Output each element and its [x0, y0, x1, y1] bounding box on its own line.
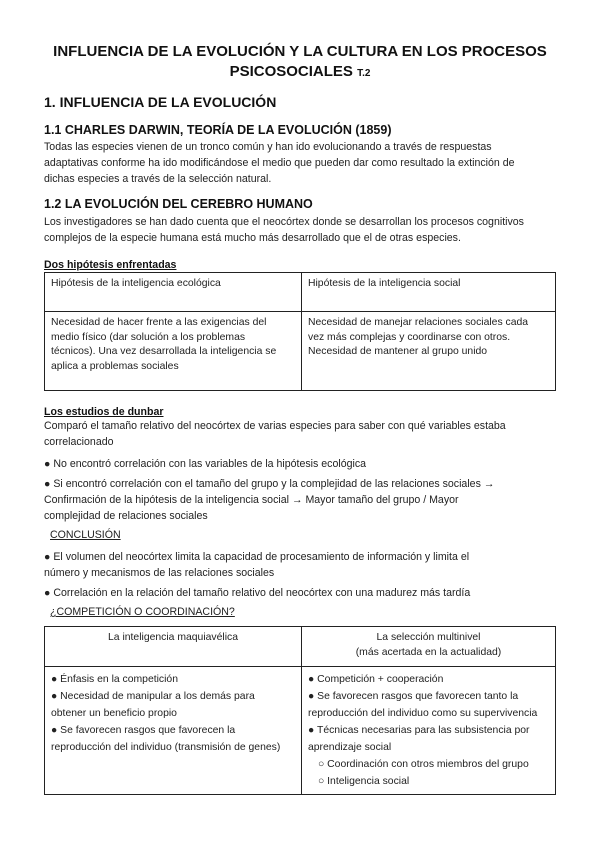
table-cell: [45, 312, 302, 391]
cell-line: técnicos). Una vez desarrollada la inteligencia se: [51, 346, 277, 357]
cell-line: Necesidad de manejar relaciones sociales cada: [308, 317, 529, 328]
hypotheses-heading: Dos hipótesis enfrentadas: [44, 259, 177, 271]
text-line: complejos de la especie humana está mucho más desarrollado que el de otras especies.: [44, 232, 461, 244]
sub-item: ○ Inteligencia social: [318, 776, 410, 787]
cell-line: ● Se favorecen rasgos que favorecen tanto la: [308, 691, 519, 702]
table-cell: [302, 273, 556, 312]
cell-line: reproducción del individuo como su supervivencia: [308, 708, 538, 719]
table-cell: [45, 627, 302, 667]
cell-line: aprendizaje social: [308, 742, 392, 753]
column-header: La inteligencia maquiavélica: [108, 632, 238, 643]
text-line: Confirmación de la hipótesis de la inteligencia social → Mayor tamaño del grupo / Mayor: [44, 494, 459, 506]
title-suffix: T.2: [357, 68, 371, 79]
table-row: [45, 273, 556, 312]
cell-line: aplica a problemas sociales: [51, 360, 179, 372]
cell-line: medio físico (dar solución a los problemas: [51, 331, 246, 343]
dunbar-heading: Los estudios de dunbar: [44, 406, 164, 418]
hypotheses-table: [44, 272, 556, 391]
text-line: dichas especies a través de la selección natural.: [44, 173, 272, 185]
document-title: [40, 42, 560, 84]
column-header: Hipótesis de la inteligencia ecológica: [51, 278, 221, 289]
text-line: ● Si encontró correlación con el tamaño del grupo y la complejidad de las relaciones sociales →: [44, 478, 495, 490]
text-line: Comparó el tamaño relativo del neocórtex de varias especies para saber con qué variables estaba: [44, 420, 506, 432]
table-cell: [45, 667, 302, 795]
conclusion-bullet-2: ● Correlación en la relación del tamaño relativo del neocórtex con una madurez más tardía: [44, 587, 471, 599]
sub-item: ○ Coordinación con otros miembros del grupo: [318, 759, 529, 770]
cell-line: reproducción del individuo (transmisión de genes): [51, 742, 281, 753]
dunbar-bullet-2: [44, 476, 564, 524]
table-row: [45, 667, 556, 795]
text-line: adaptativas conforme ha ido modificándose el medio que pueden dar como resultado la extinción de: [44, 157, 515, 169]
text-line: Los investigadores se han dado cuenta que el neocórtex donde se desarrollan los procesos cognitivos: [44, 216, 524, 228]
section-1-2-text: [44, 214, 564, 246]
dunbar-bullet-1: ● No encontró correlación con las variables de la hipótesis ecológica: [44, 458, 367, 470]
text-line: Todas las especies vienen de un tronco común y han ido evolucionando a través de respuestas: [44, 141, 492, 153]
table-row: [45, 627, 556, 667]
table-cell: [302, 312, 556, 391]
table-cell: [45, 273, 302, 312]
table-cell: [302, 627, 556, 667]
cell-line: ● Competición + cooperación: [308, 674, 444, 685]
table-row: [45, 312, 556, 391]
cell-line: ● Necesidad de manipular a los demás para: [51, 691, 255, 702]
text-line: número y mecanismos de las relaciones sociales: [44, 567, 275, 579]
section-1-1-text: [44, 139, 564, 187]
cell-line: Necesidad de mantener al grupo unido: [308, 346, 488, 357]
cell-line: ● Técnicas necesarias para las subsistencia por: [308, 725, 530, 736]
conclusion-label: CONCLUSIÓN: [50, 529, 121, 541]
conclusion-bullet-1: [44, 549, 564, 581]
competition-table: [44, 626, 556, 795]
table-cell: [302, 667, 556, 795]
cell-line: Necesidad de hacer frente a las exigencias del: [51, 317, 267, 328]
column-header-note: (más acertada en la actualidad): [355, 646, 502, 658]
text-line: correlacionado: [44, 436, 114, 448]
text-line: complejidad de relaciones sociales: [44, 510, 208, 522]
text-line: ● El volumen del neocórtex limita la capacidad de procesamiento de información y limita el: [44, 551, 470, 563]
column-header: La selección multinivel: [376, 632, 481, 643]
question-heading: ¿COMPETICIÓN O COORDINACIÓN?: [50, 606, 235, 618]
section-1-heading: 1. INFLUENCIA DE LA EVOLUCIÓN: [44, 94, 277, 110]
section-1-2-heading: 1.2 LA EVOLUCIÓN DEL CEREBRO HUMANO: [44, 197, 313, 211]
cell-line: vez más complejas y coordinarse con otros.: [308, 331, 511, 343]
title-line-2: PSICOSOCIALES: [229, 63, 353, 80]
section-1-1-heading: 1.1 CHARLES DARWIN, TEORÍA DE LA EVOLUCIÓN (1859): [44, 123, 392, 137]
title-line-1: INFLUENCIA DE LA EVOLUCIÓN Y LA CULTURA EN LOS PROCESOS: [53, 43, 547, 60]
cell-line: obtener un beneficio propio: [51, 708, 177, 719]
cell-line: ● Se favorecen rasgos que favorecen la: [51, 725, 236, 736]
cell-line: ● Énfasis en la competición: [51, 674, 178, 685]
column-header: Hipótesis de la inteligencia social: [308, 278, 461, 289]
dunbar-intro: [44, 418, 564, 450]
